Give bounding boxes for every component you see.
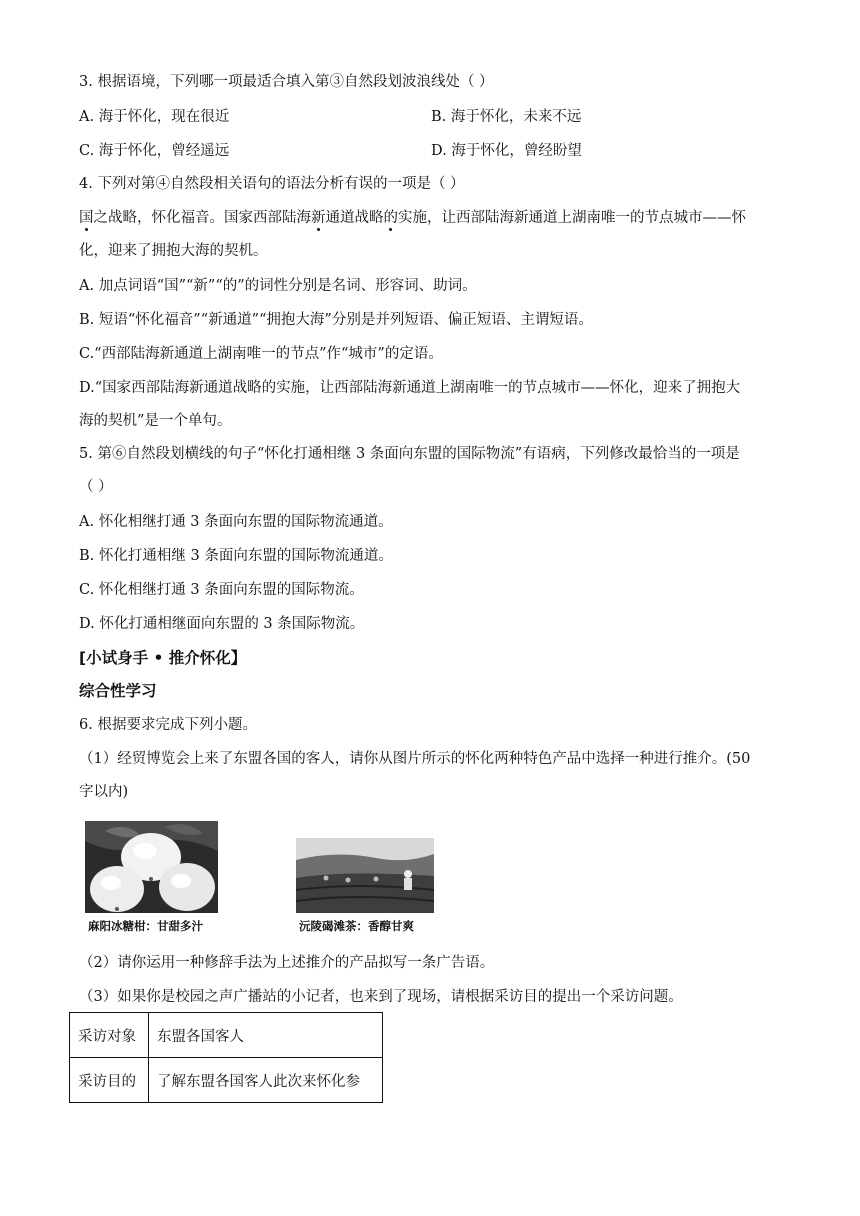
q4-stem: 4. 下列对第④自然段相关语句的语法分析有误的一项是（ ）: [79, 176, 465, 192]
table-value-cell: 了解东盟各国客人此次来怀化参: [149, 1058, 383, 1103]
q6-part3: （3）如果你是校园之声广播站的小记者，也来到了现场，请根据采访目的提出一个采访问题。: [79, 989, 683, 1005]
q3-stem: 3. 根据语境，下列哪一项最适合填入第③自然段划波浪线处（ ）: [79, 74, 494, 90]
q6-part1-line2: 字以内): [79, 784, 129, 800]
table-row: [70, 1013, 383, 1058]
section-title: [小试身手 • 推介怀化】: [79, 649, 247, 667]
table-value-cell: 东盟各国客人: [149, 1013, 383, 1058]
dotted-word-de: 的: [383, 210, 398, 226]
q5-option-c: C. 怀化相继打通 3 条面向东盟的国际物流。: [79, 582, 364, 598]
q5-option-b: B. 怀化打通相继 3 条面向东盟的国际物流通道。: [79, 548, 393, 564]
q4-option-a: A. 加点词语“国”“新”“的”的词性分别是名词、形容词、助词。: [79, 278, 477, 294]
q4-option-c: C.“西部陆海新通道上湖南唯一的节点”作“城市”的定语。: [79, 346, 443, 362]
q5-stem-cont: （ ）: [79, 479, 113, 495]
table-key-cell: 采访对象: [70, 1013, 149, 1058]
quote-segment: 通道战略: [325, 210, 384, 226]
q5-stem: 5. 第⑥自然段划横线的句子“怀化打通相继 3 条面向东盟的国际物流”有语病，下列修改最恰当的一项是: [79, 446, 740, 462]
q4-quote-line1: [79, 208, 746, 228]
quote-segment: 实施，让西部陆海新通道上湖南唯一的节点城市——怀: [398, 210, 746, 226]
q3-option-b: B. 海于怀化，未来不远: [431, 109, 582, 125]
q6-part1-line1: （1）经贸博览会上来了东盟各国的客人，请你从图片所示的怀化两种特色产品中选择一种进行推介。(50: [79, 751, 751, 767]
q4-quote-line2: 化，迎来了拥抱大海的契机。: [79, 243, 268, 259]
table-key-cell: 采访目的: [70, 1058, 149, 1103]
interview-table: [69, 1012, 383, 1103]
q3-option-c: C. 海于怀化，曾经遥远: [79, 143, 230, 159]
q4-option-d-cont: 海的契机”是一个单句。: [79, 413, 232, 429]
q3-option-a: A. 海于怀化，现在很近: [79, 109, 230, 125]
q5-option-a: A. 怀化相继打通 3 条面向东盟的国际物流通道。: [79, 514, 393, 530]
section-subtitle: 综合性学习: [79, 682, 157, 700]
table-row: [70, 1058, 383, 1103]
tea-caption: 沅陵碣滩茶：香醇甘爽: [299, 919, 414, 933]
quote-segment: 之战略，怀化福音。国家西部陆海: [93, 210, 311, 226]
dotted-word-guo: 国: [79, 210, 94, 226]
tea-plantation-photo: [296, 838, 434, 917]
q5-option-d: D. 怀化打通相继面向东盟的 3 条国际物流。: [79, 616, 365, 632]
dotted-word-xin: 新: [311, 210, 326, 226]
citrus-caption: 麻阳冰糖柑：甘甜多汁: [88, 919, 203, 933]
q4-option-d: D.“国家西部陆海新通道战略的实施，让西部陆海新通道上湖南唯一的节点城市——怀化，迎来了拥抱大: [79, 380, 741, 396]
citrus-fruit-photo: [85, 821, 218, 917]
q6-part2: （2）请你运用一种修辞手法为上述推介的产品拟写一条广告语。: [79, 955, 495, 971]
q3-option-d: D. 海于怀化，曾经盼望: [431, 143, 582, 159]
q6-stem: 6. 根据要求完成下列小题。: [79, 717, 257, 733]
q4-option-b: B. 短语“怀化福音”“新通道”“拥抱大海”分别是并列短语、偏正短语、主谓短语。: [79, 312, 593, 328]
